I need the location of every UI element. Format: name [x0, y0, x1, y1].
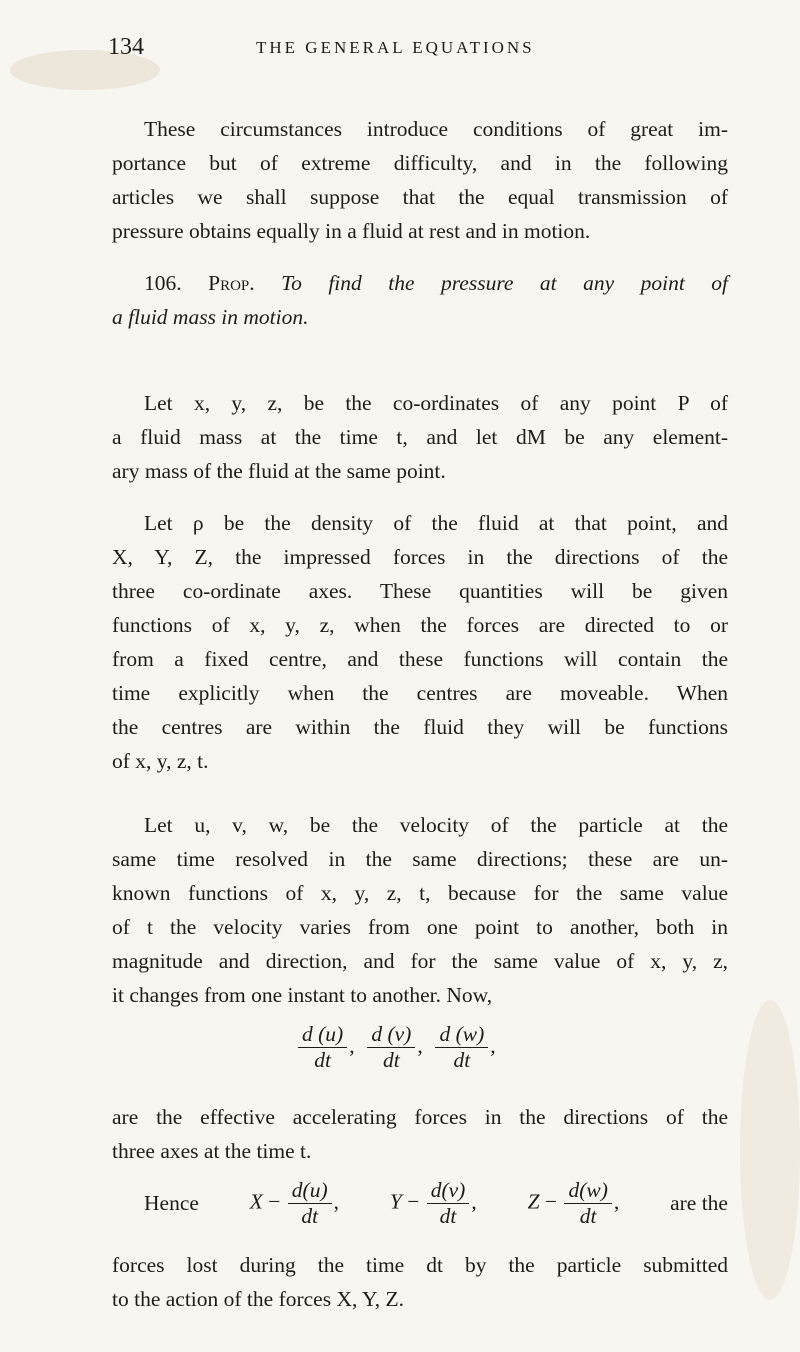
page-stain: [740, 1000, 800, 1300]
text-line: the centres are within the fluid they will be functions: [112, 715, 728, 739]
fraction: [435, 1022, 488, 1073]
running-head: THE GENERAL EQUATIONS: [256, 38, 535, 57]
text-line: magnitude and direction, and for the same value of x, y, z,: [112, 949, 728, 973]
paragraph-5: [112, 1100, 728, 1168]
prop-number: 106.: [144, 271, 182, 295]
text-line: ary mass of the fluid at the same point.: [112, 459, 446, 483]
page-number: 134: [108, 34, 144, 60]
fraction-denominator: dt: [382, 1048, 400, 1072]
prop-line: [112, 300, 728, 334]
text-line: three co-ordinate axes. These quantities will be given: [112, 579, 728, 603]
text-line: it changes from one instant to another. Now,: [112, 983, 493, 1007]
text-line: Let x, y, z, be the co-ordinates of any point P of: [144, 391, 728, 415]
text-line: are the effective accelerating forces in the directions of the: [112, 1105, 728, 1129]
text-line: forces lost during the time dt by the particle submitted: [112, 1253, 728, 1277]
fraction: [298, 1022, 347, 1073]
paragraph-1: [112, 112, 728, 248]
prop-title: a fluid mass in motion.: [112, 305, 309, 329]
equation-2: [144, 1178, 728, 1229]
text-line: X, Y, Z, the impressed forces in the directions of the: [112, 545, 728, 569]
fraction: [288, 1178, 332, 1229]
force-symbol: X: [249, 1189, 263, 1214]
text-line: time explicitly when the centres are moveable. When: [112, 681, 728, 705]
hence-word: Hence: [144, 1191, 199, 1215]
fraction-denominator: dt: [439, 1204, 457, 1228]
text-line: of t the velocity varies from one point to another, both in: [112, 915, 728, 939]
page-header: [0, 30, 800, 70]
text-line: Let u, v, w, be the velocity of the particle at the: [144, 813, 728, 837]
equation-1: $\frac{d (u)}{dt}$ , $\frac{d (v)}{dt}$ , $\frac{d (w)}{dt}$ ,: [296, 1022, 496, 1073]
text-line: known functions of x, y, z, t, because for the same value: [112, 881, 728, 905]
text-line: from a fixed centre, and these functions will contain the: [112, 647, 728, 671]
text-line: three axes at the time t.: [112, 1139, 312, 1163]
fraction-denominator: dt: [314, 1048, 331, 1072]
text-line: portance but of extreme difficulty, and in the following: [112, 151, 728, 175]
force-term: X − $\frac{d(u)}{dt}$ ,: [249, 1178, 339, 1228]
fraction: [427, 1178, 470, 1229]
fraction: [564, 1178, 611, 1229]
text-line: same time resolved in the same directions; these are un-: [112, 847, 728, 871]
text-line: to the action of the forces X, Y, Z.: [112, 1287, 404, 1311]
prop-title: To find the pressure at any point of: [281, 271, 729, 295]
fraction-numerator: d (v): [367, 1022, 415, 1048]
fraction-denominator: dt: [579, 1204, 597, 1228]
text-line: pressure obtains equally in a fluid at rest and in motion.: [112, 219, 591, 243]
fraction: [367, 1022, 415, 1073]
paragraph-6: [112, 1248, 728, 1316]
text-line: of x, y, z, t.: [112, 749, 209, 773]
force-term: Y − $\frac{d(v)}{dt}$ ,: [389, 1178, 477, 1228]
force-term: Z − $\frac{d(w)}{dt}$ ,: [527, 1178, 620, 1228]
text-line: Let ρ be the density of the fluid at that point, and: [144, 511, 728, 535]
fraction-numerator: d(w): [564, 1178, 611, 1204]
fraction-numerator: d(u): [288, 1178, 332, 1204]
proposition-heading: [112, 266, 728, 334]
fraction-numerator: d(v): [427, 1178, 470, 1204]
force-symbol: Z: [527, 1189, 540, 1214]
force-symbol: Y: [389, 1189, 402, 1214]
prop-label: Prop.: [208, 271, 255, 295]
fraction-numerator: d (u): [298, 1022, 347, 1048]
text-line: These circumstances introduce conditions of great im-: [144, 117, 728, 141]
fraction-denominator: dt: [453, 1048, 471, 1072]
prop-line: [112, 266, 728, 300]
paragraph-2: [112, 386, 728, 488]
fraction-numerator: d (w): [435, 1022, 488, 1048]
fraction-denominator: dt: [301, 1204, 319, 1228]
text-line: functions of x, y, z, when the forces are directed to or: [112, 613, 728, 637]
text-line: articles we shall suppose that the equal transmission of: [112, 185, 728, 209]
paragraph-3: [112, 506, 728, 778]
paragraph-4: [112, 808, 728, 1012]
text-line: a fluid mass at the time t, and let dM be any element-: [112, 425, 728, 449]
equation-tail: are the: [670, 1191, 728, 1215]
